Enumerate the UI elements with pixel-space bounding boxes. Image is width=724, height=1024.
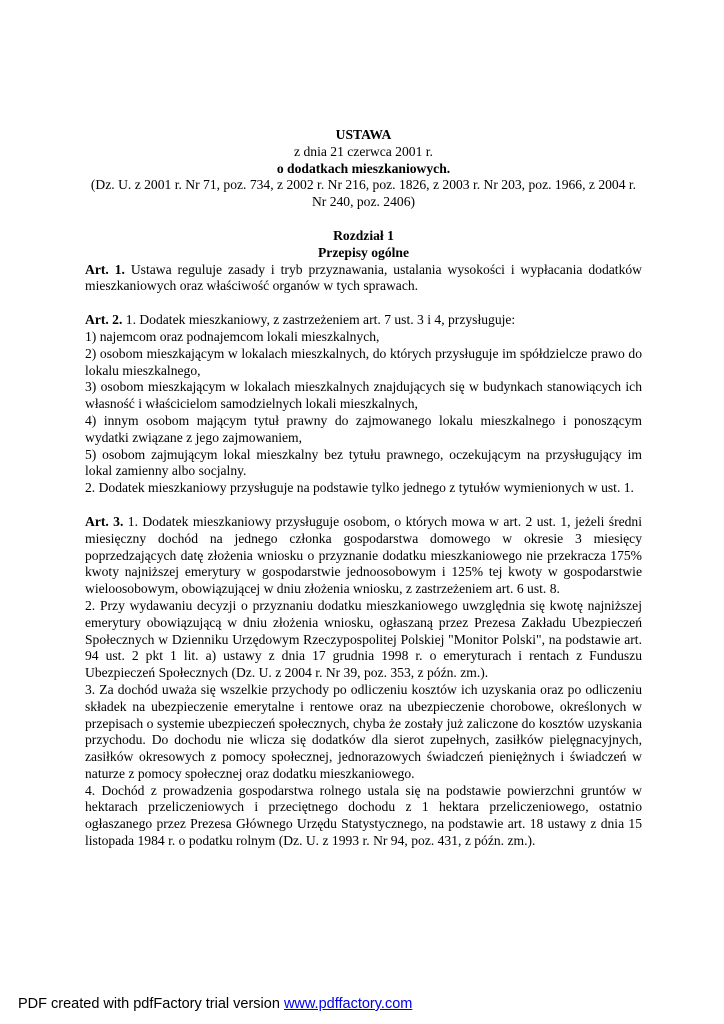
act-title: USTAWA bbox=[335, 127, 392, 142]
article-2-label: Art. 2. bbox=[85, 312, 123, 328]
article-3-ust-1 bbox=[85, 514, 642, 598]
article-3-label: Art. 3. bbox=[85, 513, 124, 529]
act-source: (Dz. U. z 2001 r. Nr 71, poz. 734, z 2002 r. Nr 216, poz. 1826, z 2003 r. Nr 203, poz. 1966, z 2004 r. Nr 240, poz. 2406) bbox=[90, 177, 637, 210]
article-1-label: Art. 1. bbox=[85, 261, 125, 277]
footer-link[interactable]: www.pdffactory.com bbox=[283, 996, 413, 1012]
footer-text: PDF created with pdfFactory trial version bbox=[18, 996, 284, 1012]
act-date: z dnia 21 czerwca 2001 r. bbox=[294, 143, 433, 159]
chapter-title: Przepisy ogólne bbox=[318, 244, 409, 260]
article-2-ust-2: 2. Dodatek mieszkaniowy przysługuje na podstawie tylko jednego z tytułów wymienionych w ust. 1. bbox=[85, 480, 634, 496]
article-1-text: Ustawa reguluje zasady i tryb przyznawania, ustalania wysokości i wypłacania dodatków mieszkaniowych oraz właściwość organów w tych sprawach. bbox=[85, 261, 642, 294]
article-2-point: 3) osobom mieszkającym w lokalach mieszkalnych znajdujących się w budynkach stanowiących ich własność i właścicielom samodzielnych lokali mieszkalnych, bbox=[85, 379, 642, 412]
act-subject: o dodatkach mieszkaniowych. bbox=[276, 160, 451, 176]
article-3-ust-2: 2. Przy wydawaniu decyzji o przyznaniu dodatku mieszkaniowego uwzględnia się kwotę najniższej emerytury obowiązującą w dniu złożenia wniosku, ogłaszaną przez Prezesa Zakładu Ubezpieczeń Społecznych w Dzienniku Urzędowym Rzeczypospolitej Polskiej "Monitor Polski", na podstawie art. 94 ust. 2 pkt 1 lit. a) ustawy z dnia 17 grudnia 1998 r. o emeryturach i rentach z Funduszu Ubezpieczeń Społecznych (Dz. U. z 2004 r. Nr 39, poz. 353, z późn. zm.). bbox=[85, 597, 642, 681]
article-2-intro-text: 1. Dodatek mieszkaniowy, z zastrzeżeniem art. 7 ust. 3 i 4, przysługuje: bbox=[122, 312, 516, 328]
article-2-point: 5) osobom zajmującym lokal mieszkalny bez tytułu prawnego, oczekującym na przysługujący im lokal zamienny albo socjalny. bbox=[85, 446, 642, 479]
article-3 bbox=[85, 514, 642, 850]
chapter-number: Rozdział 1 bbox=[333, 227, 394, 243]
article-2-point: 1) najemcom oraz podnajemcom lokali mieszkalnych, bbox=[85, 328, 380, 344]
article-2-point: 4) innym osobom mającym tytuł prawny do zajmowanego lokalu mieszkalnego i ponoszącym wydatki związane z jego zajmowaniem, bbox=[85, 412, 642, 445]
article-3-ust-3: 3. Za dochód uważa się wszelkie przychody po odliczeniu kosztów ich uzyskania oraz po odliczeniu składek na ubezpieczenie emerytalne i rentowe oraz na ubezpieczenie chorobowe, określonych w przepisach o systemie ubezpieczeń społecznych, chyba że zostały już zaliczone do kosztów uzyskania przychodu. Do dochodu nie wlicza się dodatków dla sierot zupełnych, zasiłków pielęgnacyjnych, zasiłków okresowych z pomocy społecznej, jednorazowych świadczeń pieniężnych i świadczeń w naturze z pomocy społecznej oraz dodatku mieszkaniowego. bbox=[85, 681, 642, 781]
article-1 bbox=[85, 262, 642, 296]
article-2-intro bbox=[85, 312, 642, 329]
document-page bbox=[85, 127, 642, 850]
article-3-ust-1-text: 1. Dodatek mieszkaniowy przysługuje osobom, o których mowa w art. 2 ust. 1, jeżeli średni miesięczny dochód na jednego członka gospodarstwa domowego w okresie 3 miesięcy poprzedzających datę złożenia wniosku o przyznanie dodatku mieszkaniowego nie przekracza 175% kwoty najniższej emerytury w gospodarstwie jednoosobowym i 125% tej kwoty w gospodarstwie wieloosobowym, obowiązującej w dniu złożenia wniosku, z zastrzeżeniem art. 6 ust. 8. bbox=[85, 513, 642, 597]
pdf-footer bbox=[18, 996, 412, 1012]
article-2-point: 2) osobom mieszkającym w lokalach mieszkalnych, do których przysługuje im spółdzielcze prawo do lokalu mieszkalnego, bbox=[85, 345, 642, 378]
article-2 bbox=[85, 312, 642, 497]
article-3-ust-4: 4. Dochód z prowadzenia gospodarstwa rolnego ustala się na podstawie powierzchni gruntów w hektarach przeliczeniowych i przeciętnego dochodu z 1 hektara przeliczeniowego, ostatnio ogłaszanego przez Prezesa Głównego Urzędu Statystycznego, na podstawie art. 18 ustawy z dnia 15 listopada 1984 r. o podatku rolnym (Dz. U. z 1993 r. Nr 94, poz. 431, z późn. zm.). bbox=[85, 782, 642, 849]
